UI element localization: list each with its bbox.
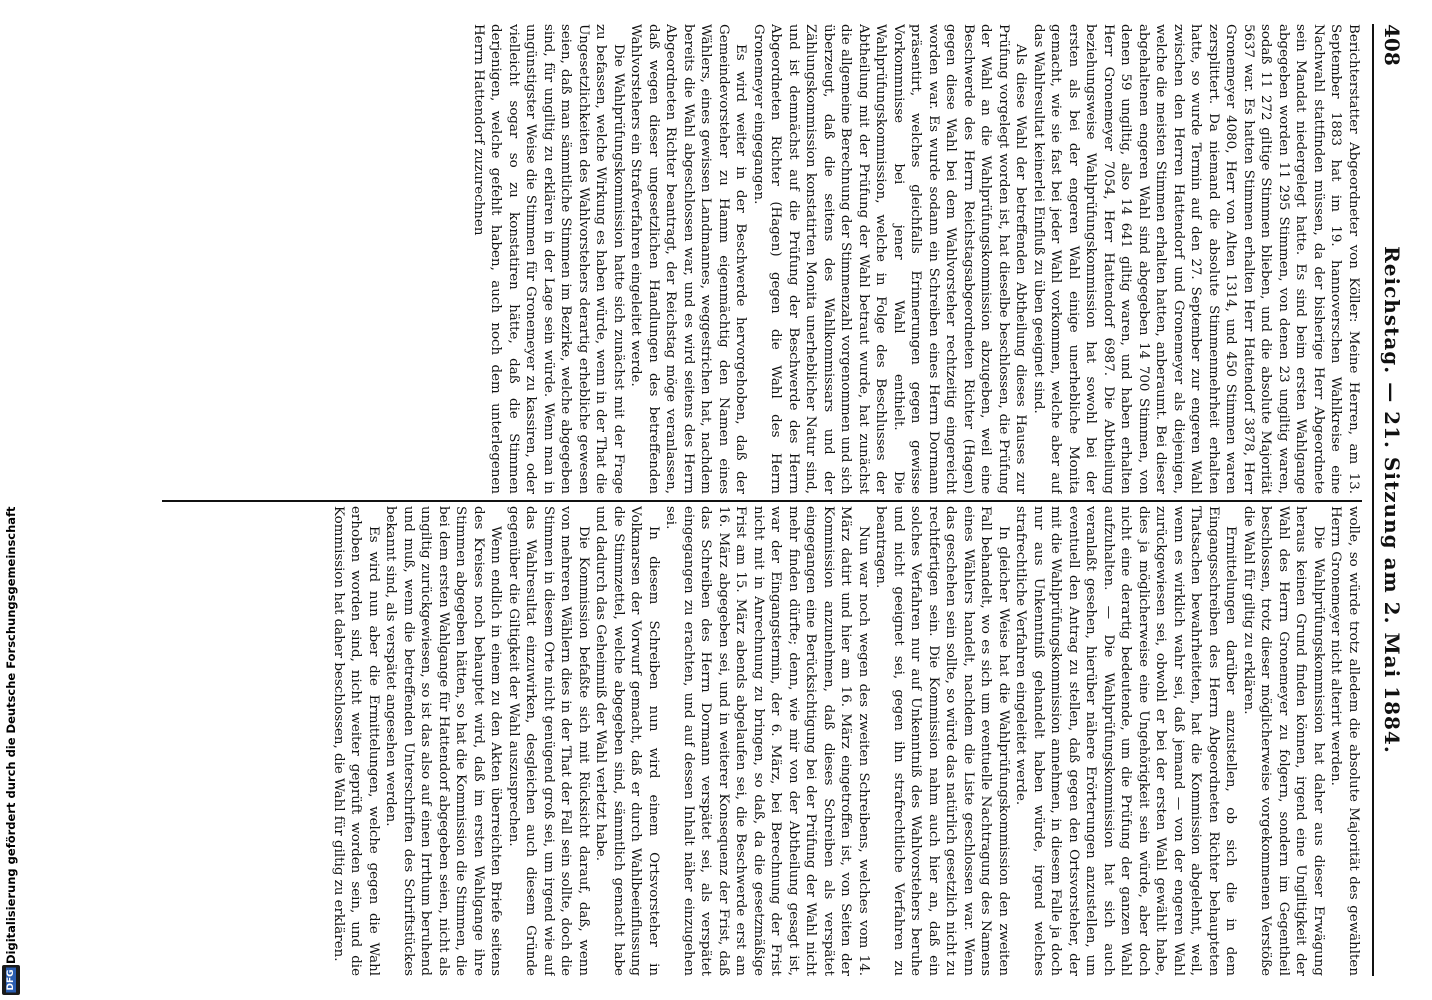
paragraph: Nun war noch wegen des zweiten Schreibens, welches vom 14. März datirt und hier am 16. März eingetroffen ist, von Seiten der Kommission anzunehmen, daß dieses Schreiben als verspätet eingegangen eine Berücksichtigung bei der Prüfung der Wahl nicht mehr finden dürfte; denn, wie mir von der Abtheilung gesagt ist, war der Eingangstermin, der 6. März, bei Berechnung der Frist nicht mit in Anrechnung zu bringen, so daß, da die gesetzmäßige Frist am 15. März abends abgelaufen sei, die Beschwerde erst am 16. März abgegeben sei, und in weiterer Konsequenz der Frist, daß das Schreiben des Herrn Dormann verspätet sei, als verspätet eingegangen zu erachten, und auf dessen Inhalt näher einzugehen sei. bbox=[663, 506, 871, 976]
paragraph: Berichterstatter Abgeordneter von Köller: Meine Herren, am 13. September 1883 hat im 19. hannoverschen Wahlkreise eine Nachwahl stattfinden müssen, da der bisherige Herr Abgeordnete sein Mandat niedergelegt hatte. Es sind beim ersten Wahlgange abgegeben worden 11 295 Stimmen, von denen 23 ungiltig waren, sodaß 11 272 giltige Stimmen blieben, und die absolute Majorität 5637 war. Es hatten Stimmen erhalten Herr Hattendorf 3878, Herr Gronemeyer 4080, Herr von Alten 1314, und 450 Stimmen waren zersplittert. Da niemand die absolute Stimmenmehrheit erhalten hatte, so wurde Termin auf den 27. September zur engeren Wahl zwischen den Herren Hattendorf und Gronemeyer als diejenigen, welche die meisten Stimmen erhalten hatten, anberaumt. Bei dieser abgehaltenen engeren Wahl sind abgegeben 14 700 Stimmen, von denen 59 ungiltig, also 14 641 giltig waren, und haben erhalten Herr Gronemeyer 7054, Herr Hattendorf 6987. Die Abtheilung beziehungsweise Wahlprüfungskommission hat sowohl bei der ersten als bei der engeren Wahl einige unerhebliche Monita gemacht, wie sie fast bei jeder Wahl vorkommen, welche aber auf das Wahlresultat keinerlei Einfluß zu üben geeignet sind. bbox=[1031, 24, 1361, 494]
dfg-logo-icon bbox=[2, 965, 20, 995]
dfg-logo-label: DFG bbox=[6, 969, 16, 991]
page-header bbox=[1372, 24, 1410, 976]
paragraph: In gleicher Weise hat die Wahlprüfungskommission den zweiten Fall behandelt, wo es sich um eventuelle Nachtragung des Namens eines Wählers handelt, nachdem die Liste geschlossen war. Wenn das geschehen sein sollte, so würde das natürlich gesetzlich nicht zu rechtfertigen sein. Die Kommission nahm auch hier an, daß ein solches Verfahren nur auf Unkenntniß des Wahlvorstehers beruhe und nicht geeignet sei, gegen ihn strafrechtliche Verfahren zu beantragen. bbox=[873, 506, 1011, 976]
page-number: 408 bbox=[1380, 24, 1404, 66]
digitization-sidebar bbox=[0, 0, 22, 1000]
paragraph: Als diese Wahl der betreffenden Abtheilung dieses Hauses zur Prüfung vorgelegt worden ist, hat dieselbe beschlossen, die Prüfung der Wahl an die Wahlprüfungskommission abzugeben, weil eine Beschwerde des Herrn Reichstagsabgeordneten Richter (Hagen) gegen diese Wahl bei dem Wahlvorsteher rechtzeitig eingereicht worden war. Es wurde sodann ein Schreiben eines Herrn Dormann präsentirt, welches gleichfalls Erinnerungen gegen gewisse Vorkommnisse bei jener Wahl enthielt. Die Wahlprüfungskommission, welche in Folge des Beschlusses der Abtheilung mit der Prüfung der Wahl betraut wurde, hat zunächst die allgemeine Berechnung der Stimmenzahl vorgenommen und sich überzeugt, daß die seitens des Wahlkommissars und der Zählungskommission konstatirten Monita unerheblicher Natur sind, und ist demnächst auf die Prüfung der Beschwerde des Herrn Abgeordneten Richter (Hagen) gegen die Wahl des Herrn Gronemeyer eingegangen. bbox=[751, 24, 1029, 494]
paragraph: Die Wahlprüfungskommission hatte sich zunächst mit der Frage zu befassen, welche Wirkung es haben würde, wenn in der That die Ungesetzlichkeiten des Wahlvorstehers derartig erhebliche gewesen seien, daß man sämmtliche Stimmen im Bezirke, welche abgegeben sind, für ungiltig zu erklären in der Lage sein würde. Wenn man in ungünstigster Weise die Stimmen für Gronemeyer zu kassiren, oder vielleicht sogar so zu konstatiren hätte, daß die Stimmen derjenigen, welche gefehlt haben, auch noch dem unterlegenen Herrn Hattendorf zuzurechnen bbox=[471, 24, 626, 494]
paragraph: wolle, so würde trotz alledem die absolute Majorität des gewählten Herrn Gronemeyer nicht alterirt werden. bbox=[1328, 506, 1361, 976]
left-column bbox=[152, 24, 1362, 494]
paragraph: Die Wahlprüfungskommission hat daher aus dieser Erwägung heraus keinen Grund finden können, irgend eine Ungiltigkeit der Wahl des Herrn Gronemeyer zu folgern, sondern im Gegentheil beschlossen, trotz dieser möglicherweise vorgekommenen Verstöße die Wahl für giltig zu erklären. bbox=[1241, 506, 1326, 976]
paragraph: Es wird weiter in der Beschwerde hervorgehoben, daß der Gemeindevorsteher zu Hamm eigenmächtig den Namen eines Wählers, eines gewissen Landmannes, weggestrichen hat, nachdem bereits die Wahl abgeschlossen war, und es wird seitens des Herrn Abgeordneten Richter beantragt, der Reichstag möge veranlassen, daß wegen dieser ungesetzlichen Handlungen des betreffenden Wahlvorstehers ein Strafverfahren eingeleitet werde. bbox=[628, 24, 749, 494]
paragraph: Wenn endlich in einem zu den Akten überreichten Briefe seitens des Kreises noch behauptet wird, daß im ersten Wahlgange ihre Stimmen abgegeben hätten, so hat die Kommission die Stimmen, die bei dem ersten Wahlgange für Hattendorf abgegeben seien, nicht als ungiltig zurückgewiesen, so ist das also auf einen Irrthum beruhend und muß, wenn die betreffenden Unterschriften des Schriftstückes bekannt sind, als verspätet angesehen werden. bbox=[383, 506, 504, 976]
dfg-credit-text: Digitalisierung gefördert durch die Deutsche Forschungsgemeinschaft bbox=[4, 506, 18, 964]
running-head: Reichstag. — 21. Sitzung am 2. Mai 1884. bbox=[1380, 246, 1404, 754]
paragraph: Die Kommission befaßte sich mit Rücksicht darauf, daß, wenn von mehreren Wählern dies in der That der Fall sein sollte, doch die Stimmen in diesem Orte nicht genügend groß sei, um irgend wie auf das Wahlresultat einzuwirken, desgleichen auch diesem Gründe gegenüber die Giltigkeit der Wahl auszusprechen. bbox=[506, 506, 591, 976]
right-column bbox=[152, 506, 1362, 976]
paragraph: Es wird nun aber die Ermittelungen, welche gegen die Wahl erhoben worden sind, nicht weiter geprüft worden sein, und die Kommission hat daher beschlossen, die Wahl für giltig zu erklären. bbox=[331, 506, 381, 976]
column-divider bbox=[162, 500, 1362, 502]
paragraph: In diesem Schreiben nun wird einem Ortsvorsteher in Volkmarsen der Vorwurf gemacht, daß er durch Wahlbeeinflussung die Stimmzettel, welche abgegeben sind, sämmtlich gemacht habe und dadurch das Geheimniß der Wahl verletzt habe. bbox=[593, 506, 661, 976]
paragraph: Ermittelungen darüber anzustellen, ob sich die in dem Eingangsschreiben des Herrn Abgeordneten Richter behaupteten Thatsachen bewahrheiteten, hat die Kommission abgelehnt, weil, wenn es wirklich wahr sei, daß jemand — von der engeren Wahl zurückgewiesen sei, obwohl er bei der ersten Wahl gewählt habe, dies ja möglicherweise eine Ungehörigkeit sein würde, aber doch nicht eine derartig bedeutende, um die Prüfung der ganzen Wahl aufzuhalten. — Die Wahlprüfungskommission hat sich auch veranlaßt gesehen, hierüber nähere Erörterungen anzustellen, um eventuell den Antrag zu stellen, daß gegen den Ortsvorsteher, der mit die Wahlprüfungskommission annehmen, in diesem Falle ja doch nur aus Unkenntniß gehandelt haben würde, irgend welches strafrechtliche Verfahren eingeleitet werde. bbox=[1013, 506, 1239, 976]
